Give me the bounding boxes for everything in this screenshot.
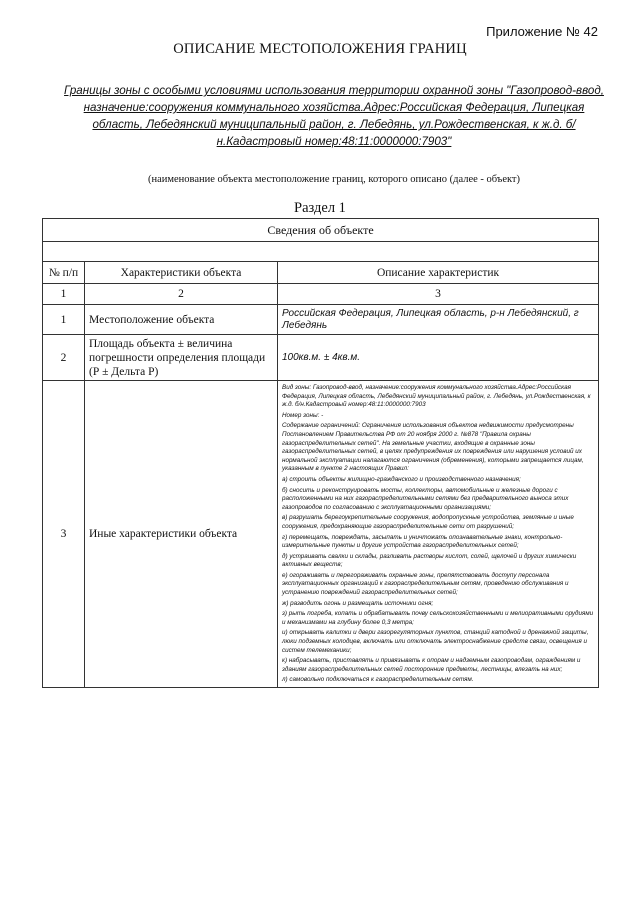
restriction-paragraph: в) разрушать берегоукрепительные сооружения, водопропускные устройства, земляные и иные сооружения, предохраняющие газораспределительные сети от разрушений; bbox=[282, 514, 574, 530]
restriction-paragraph: з) рыть погреба, копать и обрабатывать почву сельскохозяйственными и мелиоративными орудиями и механизмами на глубину более 0,3 метра; bbox=[282, 610, 594, 626]
other-characteristics-text bbox=[278, 381, 599, 688]
restriction-paragraph: е) огораживать и перегораживать охранные зоны, препятствовать доступу персонала эксплуатационных организаций к газораспределительным сетям, проведению обслуживания и устранению повреждений газораспределительных сетей; bbox=[282, 571, 569, 597]
object-info-table bbox=[42, 218, 599, 688]
document-title: ОПИСАНИЕ МЕСТОПОЛОЖЕНИЯ ГРАНИЦ bbox=[173, 41, 467, 57]
table-row bbox=[43, 381, 599, 688]
restriction-paragraph: л) самовольно подключаться к газораспределительным сетям. bbox=[282, 676, 474, 684]
column-header-characteristic: Характеристики объекта bbox=[85, 262, 278, 284]
restriction-paragraph: б) сносить и реконструировать мосты, коллекторы, автомобильные и железные дороги с расположенными на них газораспределительными сетями без предварительного выноса этих газопроводов по согласованию с эксплуатационными организациями; bbox=[282, 486, 569, 511]
restriction-paragraph: Вид зоны: Газопровод-ввод, назначение:сооружения коммунального хозяйства.Адрес:Российская Федерация, Липецкая область, Лебедянский муниципальный район, г. Лебедянь, ул.Рождественская, к ж.д. б/н.Кадастровый номер:48:11:0000000:7903 bbox=[282, 384, 591, 409]
row-characteristic: Площадь объекта ± величина погрешности определения площади (Р ± Дельта Р) bbox=[85, 335, 278, 381]
row-characteristic: Иные характеристики объекта bbox=[85, 381, 278, 688]
zone-name: Границы зоны с особыми условиями использования территории охранной зоны "Газопровод-ввод, назначение:сооружения коммунального хозяйства.Адрес:Российская Федерация, Липецкая область, Лебедянский муниципальный район, г. Лебедянь, ул.Рождественская, к ж.д. б/н.Кадастровый номер:48:11:0000000:7903" bbox=[64, 84, 604, 148]
restriction-paragraph: к) набрасывать, приставлять и привязывать к опорам и надземным газопроводам, ограждениям и зданиям газораспределительных сетей посторонние предметы, лестницы, влезать на них; bbox=[282, 657, 581, 673]
column-header-number: № п/п bbox=[43, 262, 85, 284]
row-characteristic: Местоположение объекта bbox=[85, 305, 278, 335]
restriction-paragraph: и) открывать калитки и двери газорегуляторных пунктов, станций катодной и дренажной защиты, люки подземных колодцев, включать или отключать электроснабжение средств связи, освещения и систем телемеханики; bbox=[282, 629, 589, 654]
restriction-paragraph: Содержание ограничений: Ограничения использования объектов недвижимости предусмотрены Постановлением Правительства РФ от 20 ноября 2000 г. №878 "Правила охраны газораспределительных сетей". На земельные участки, входящие в охранные зоны газораспределительных сетей, в целях предупреждения их повреждения или нарушения условий их нормальной эксплуатации налагаются ограничения (обременения), которыми запрещается лицам, указанным в пункте 2 настоящих Правил: bbox=[282, 422, 584, 473]
column-header-description: Описание характеристик bbox=[278, 262, 599, 284]
row-number: 1 bbox=[43, 305, 85, 335]
zone-caption: (наименование объекта местоположение границ, которого описано (далее - объект) bbox=[147, 174, 521, 185]
restriction-paragraph: Номер зоны: - bbox=[282, 411, 324, 419]
table-row bbox=[43, 335, 599, 381]
restriction-paragraph: ж) разводить огонь и размещать источники огня; bbox=[282, 599, 434, 607]
table-row bbox=[43, 305, 599, 335]
restriction-paragraph: д) устраивать свалки и склады, разливать растворы кислот, солей, щелочей и других химически активных веществ; bbox=[282, 552, 577, 569]
restriction-paragraph: г) перемещать, повреждать, засыпать и уничтожать опознавательные знаки, контрольно-измерительные пункты и другие устройства газораспределительных сетей; bbox=[282, 533, 563, 550]
row-description: Российская Федерация, Липецкая область, р-н Лебедянский, г Лебедянь bbox=[278, 305, 599, 335]
row-number: 3 bbox=[43, 381, 85, 688]
row-description: 100кв.м. ± 4кв.м. bbox=[278, 335, 599, 381]
table-title: Сведения об объекте bbox=[43, 219, 599, 242]
section-title: Раздел 1 bbox=[294, 200, 346, 216]
column-number: 2 bbox=[85, 284, 278, 305]
table-header-row bbox=[43, 262, 599, 284]
column-number-row bbox=[43, 284, 599, 305]
restriction-paragraph: а) строить объекты жилищно-гражданского и производственного назначения; bbox=[282, 475, 521, 483]
column-number: 1 bbox=[43, 284, 85, 305]
row-number: 2 bbox=[43, 335, 85, 381]
table-spacer-row bbox=[43, 242, 599, 262]
column-number: 3 bbox=[278, 284, 599, 305]
appendix-number: Приложение № 42 bbox=[486, 24, 598, 39]
